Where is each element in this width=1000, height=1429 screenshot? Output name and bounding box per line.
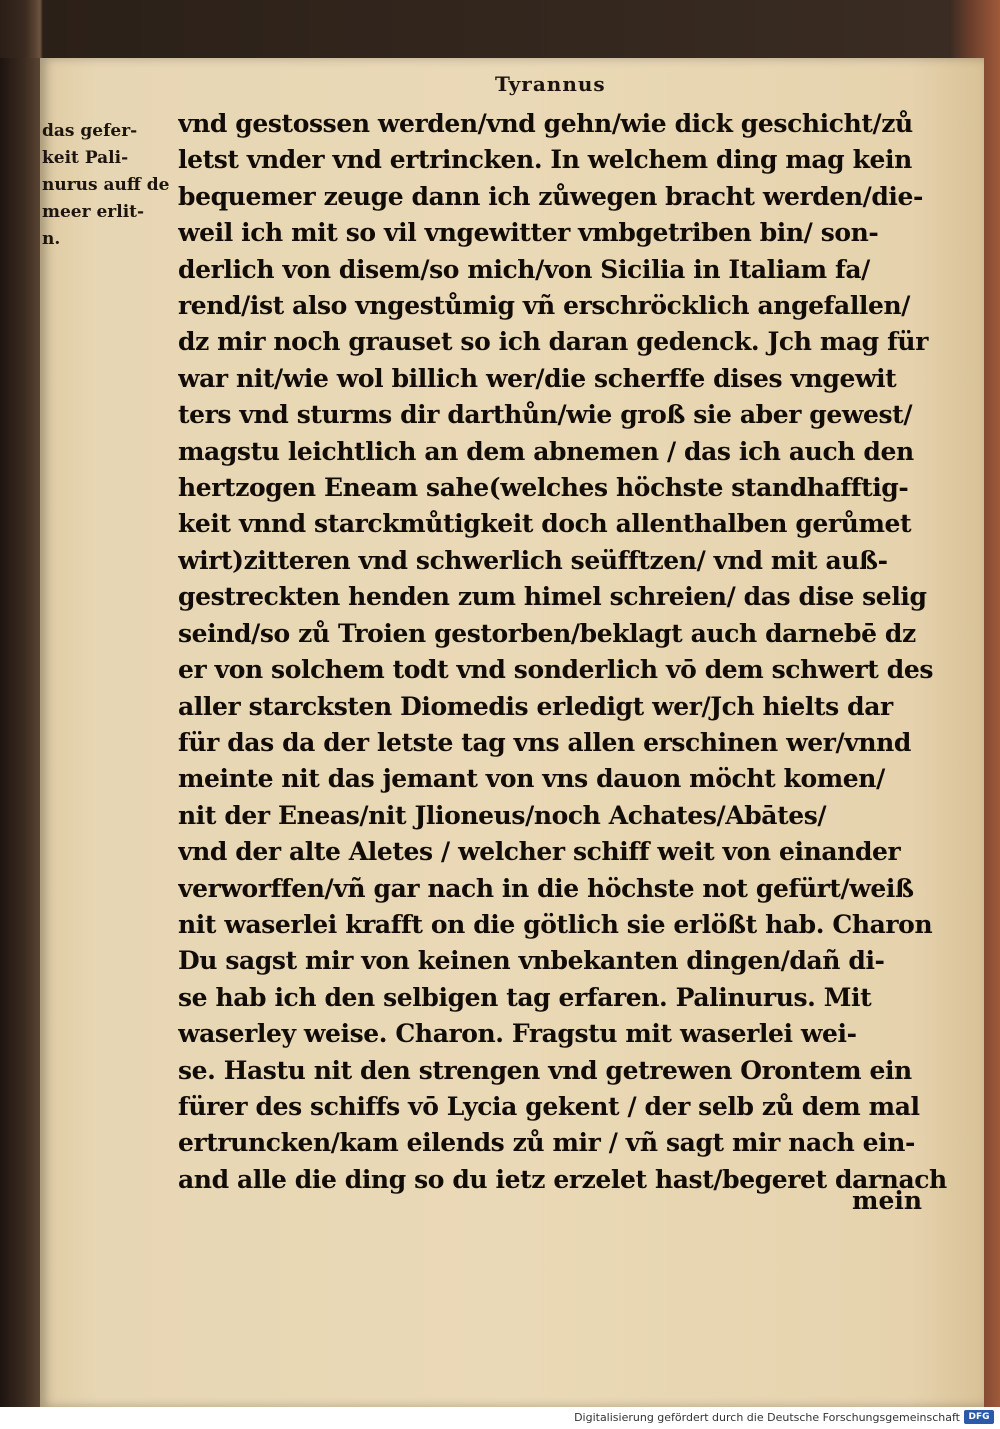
text-line: keit vnnd starckmůtigkeit doch allenthalben gerůmet [178,509,912,539]
text-line: magstu leichtlich an dem abnemen / das ich auch den [178,436,914,466]
text-line: vnd gestossen werden/vnd gehn/wie dick geschicht/zů [178,109,913,138]
text-line: war nit/wie wol billich wer/die scherffe dises vngewit [178,363,897,393]
text-line: vnd der alte Aletes / welcher schiff weit von einander [178,837,901,867]
dfg-logo: DFG [964,1410,994,1424]
text-line: meinte nit das jemant von vns dauon möcht komen/ [178,764,885,794]
text-line: waserley weise. Charon. Fragstu mit waserlei wei- [178,1019,857,1049]
text-line: weil ich mit so vil vngewitter vmbgetriben bin/ son- [178,218,879,248]
text-line: nit der Eneas/nit Jlioneus/noch Achates/Abātes/ [178,800,827,830]
facing-page-edge [0,58,40,1407]
funding-credit: Digitalisierung gefördert durch die Deutsche Forschungsgemeinschaft [574,1411,960,1424]
text-line: verworffen/vñ gar nach in die höchste not gefürt/weiß [178,873,914,903]
text-line: and alle die ding so du ietz erzelet hast/begeret darnach [178,1164,947,1194]
text-line: er von solchem todt vnd sonderlich vō dem schwert des [178,655,934,685]
catchword: mein [852,1186,923,1215]
text-line: rend/ist also vngestůmig vñ erschröcklich angefallen/ [178,291,911,321]
text-line: hertzogen Eneam sahe(welches höchste standhafftig- [178,473,909,503]
text-line: nit waserlei krafft on die götlich sie erlößt hab. Charon [178,909,933,939]
text-line: Du sagst mir von keinen vnbekanten dingen/dañ di- [178,946,885,976]
text-line: derlich von disem/so mich/von Sicilia in Italiam fa/ [178,254,870,284]
text-line: bequemer zeuge dann ich zůwegen bracht werden/die- [178,181,924,211]
text-line: gestreckten henden zum himel schreien/ das dise selig [178,582,927,612]
text-line: fürer des schiffs vō Lycia gekent / der selb zů dem mal [178,1091,920,1121]
text-line: ters vnd sturms dir darthůn/wie groß sie aber gewest/ [178,400,913,430]
running-head: Tyrannus [495,72,606,96]
text-line: für das da der letste tag vns allen erschinen wer/vnnd [178,727,911,757]
text-line: letst vnder vnd ertrincken. In welchem ding mag kein [178,145,912,175]
text-line: se. Hastu nit den strengen vnd getrewen Orontem ein [178,1055,912,1085]
text-line: se hab ich den selbigen tag erfaren. Palinurus. Mit [178,982,872,1012]
text-line: seind/so zů Troien gestorben/beklagt auch darnebē dz [178,618,916,648]
margin-note: das gefer- keit Pali- nurus auff de meer erlit- n. [42,121,170,249]
text-line: ertruncken/kam eilends zů mir / vñ sagt mir nach ein- [178,1128,916,1158]
text-line: aller starcksten Diomedis erledigt wer/Jch hielts dar [178,691,893,721]
text-line: wirt)zitteren vnd schwerlich seüfftzen/ vnd mit auß- [178,545,888,575]
text-line: dz mir noch grauset so ich daran gedenck. Jch mag für [178,327,928,357]
body-text [178,106,953,1198]
